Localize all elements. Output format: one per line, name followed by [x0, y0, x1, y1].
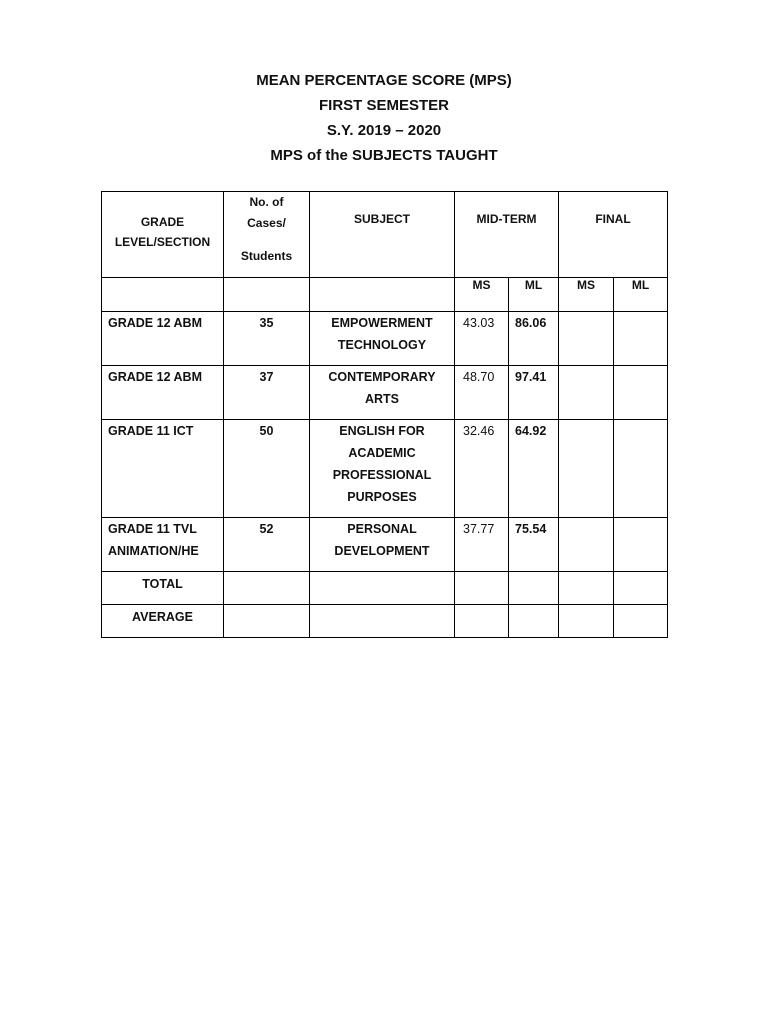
- final-ms-cell: [559, 366, 614, 420]
- empty-cell: [224, 278, 310, 312]
- grade-level-text: GRADE 12 ABM: [108, 316, 202, 330]
- cases-header-line-3: Students: [240, 249, 293, 263]
- cases-header: [224, 192, 310, 278]
- subject-text-line: ARTS: [364, 392, 400, 406]
- subject-cell: [310, 420, 455, 518]
- grade-level-text: GRADE 11 TVL: [108, 522, 197, 536]
- subject-cell: [310, 518, 455, 572]
- empty-cell: [310, 605, 455, 638]
- empty-cell: [224, 605, 310, 638]
- subject-text-line: PERSONAL: [347, 522, 417, 536]
- grade-header-line-1: GRADE: [140, 215, 185, 229]
- empty-cell: [310, 278, 455, 312]
- grade-level-header: [102, 192, 224, 278]
- empty-cell: [614, 572, 668, 605]
- subject-cell: [310, 366, 455, 420]
- empty-cell: [509, 572, 559, 605]
- midterm-ms-cell: 37.77: [455, 518, 509, 572]
- cases-header-line-2: Cases/: [247, 216, 286, 230]
- midterm-ml-header: ML: [509, 278, 559, 312]
- empty-cell: [559, 572, 614, 605]
- cases-cell: 50: [224, 420, 310, 518]
- empty-cell: [559, 605, 614, 638]
- midterm-ml-cell: 97.41: [509, 366, 559, 420]
- table-row: [102, 420, 668, 518]
- midterm-header: MID-TERM: [455, 192, 559, 278]
- midterm-ml-cell: 64.92: [509, 420, 559, 518]
- total-row: [102, 572, 668, 605]
- midterm-ml-cell: 75.54: [509, 518, 559, 572]
- mps-table: [101, 191, 668, 638]
- total-label: TOTAL: [102, 572, 224, 605]
- average-row: [102, 605, 668, 638]
- cases-cell: 37: [224, 366, 310, 420]
- average-label: AVERAGE: [102, 605, 224, 638]
- grade-level-text: GRADE 12 ABM: [108, 370, 202, 384]
- midterm-ms-cell: 43.03: [455, 312, 509, 366]
- final-header: FINAL: [559, 192, 668, 278]
- table-row: [102, 312, 668, 366]
- title-line-2: FIRST SEMESTER: [318, 97, 449, 114]
- document-title: [0, 68, 768, 168]
- final-ms-header: MS: [559, 278, 614, 312]
- final-ms-cell: [559, 420, 614, 518]
- final-ms-cell: [559, 518, 614, 572]
- table-row: [102, 366, 668, 420]
- empty-cell: [509, 605, 559, 638]
- title-line-4: MPS of the SUBJECTS TAUGHT: [270, 147, 498, 164]
- final-ml-cell: [614, 312, 668, 366]
- header-row: [102, 192, 668, 278]
- grade-level-cell: [102, 366, 224, 420]
- grade-level-cell: [102, 518, 224, 572]
- subject-cell: [310, 312, 455, 366]
- empty-cell: [102, 278, 224, 312]
- midterm-ms-header: MS: [455, 278, 509, 312]
- subject-text-line: TECHNOLOGY: [337, 338, 427, 352]
- final-ml-cell: [614, 366, 668, 420]
- cases-cell: 35: [224, 312, 310, 366]
- final-ml-cell: [614, 518, 668, 572]
- grade-level-cell: [102, 420, 224, 518]
- cases-cell: 52: [224, 518, 310, 572]
- subject-text-line: ACADEMIC: [348, 446, 416, 460]
- empty-cell: [614, 605, 668, 638]
- empty-cell: [224, 572, 310, 605]
- final-ml-cell: [614, 420, 668, 518]
- subject-text-line: DEVELOPMENT: [334, 544, 430, 558]
- table-row: [102, 518, 668, 572]
- final-ml-header: ML: [614, 278, 668, 312]
- empty-cell: [455, 605, 509, 638]
- title-line-3: S.Y. 2019 – 2020: [326, 122, 442, 139]
- subheader-row: [102, 278, 668, 312]
- grade-level-cell: [102, 312, 224, 366]
- title-line-1: MEAN PERCENTAGE SCORE (MPS): [256, 72, 512, 89]
- empty-cell: [455, 572, 509, 605]
- subject-text-line: PURPOSES: [347, 490, 417, 504]
- grade-level-text: GRADE 11 ICT: [108, 424, 194, 438]
- subject-text-line: PROFESSIONAL: [332, 468, 432, 482]
- midterm-ms-cell: 32.46: [455, 420, 509, 518]
- subject-header: SUBJECT: [310, 192, 455, 278]
- subject-text-line: EMPOWERMENT: [331, 316, 433, 330]
- midterm-ms-cell: 48.70: [455, 366, 509, 420]
- grade-level-text: ANIMATION/HE: [108, 544, 199, 558]
- midterm-ml-cell: 86.06: [509, 312, 559, 366]
- final-ms-cell: [559, 312, 614, 366]
- grade-header-line-2: LEVEL/SECTION: [114, 235, 211, 249]
- subject-text-line: CONTEMPORARY: [328, 370, 436, 384]
- empty-cell: [310, 572, 455, 605]
- subject-text-line: ENGLISH FOR: [339, 424, 425, 438]
- cases-header-line-1: No. of: [249, 195, 284, 209]
